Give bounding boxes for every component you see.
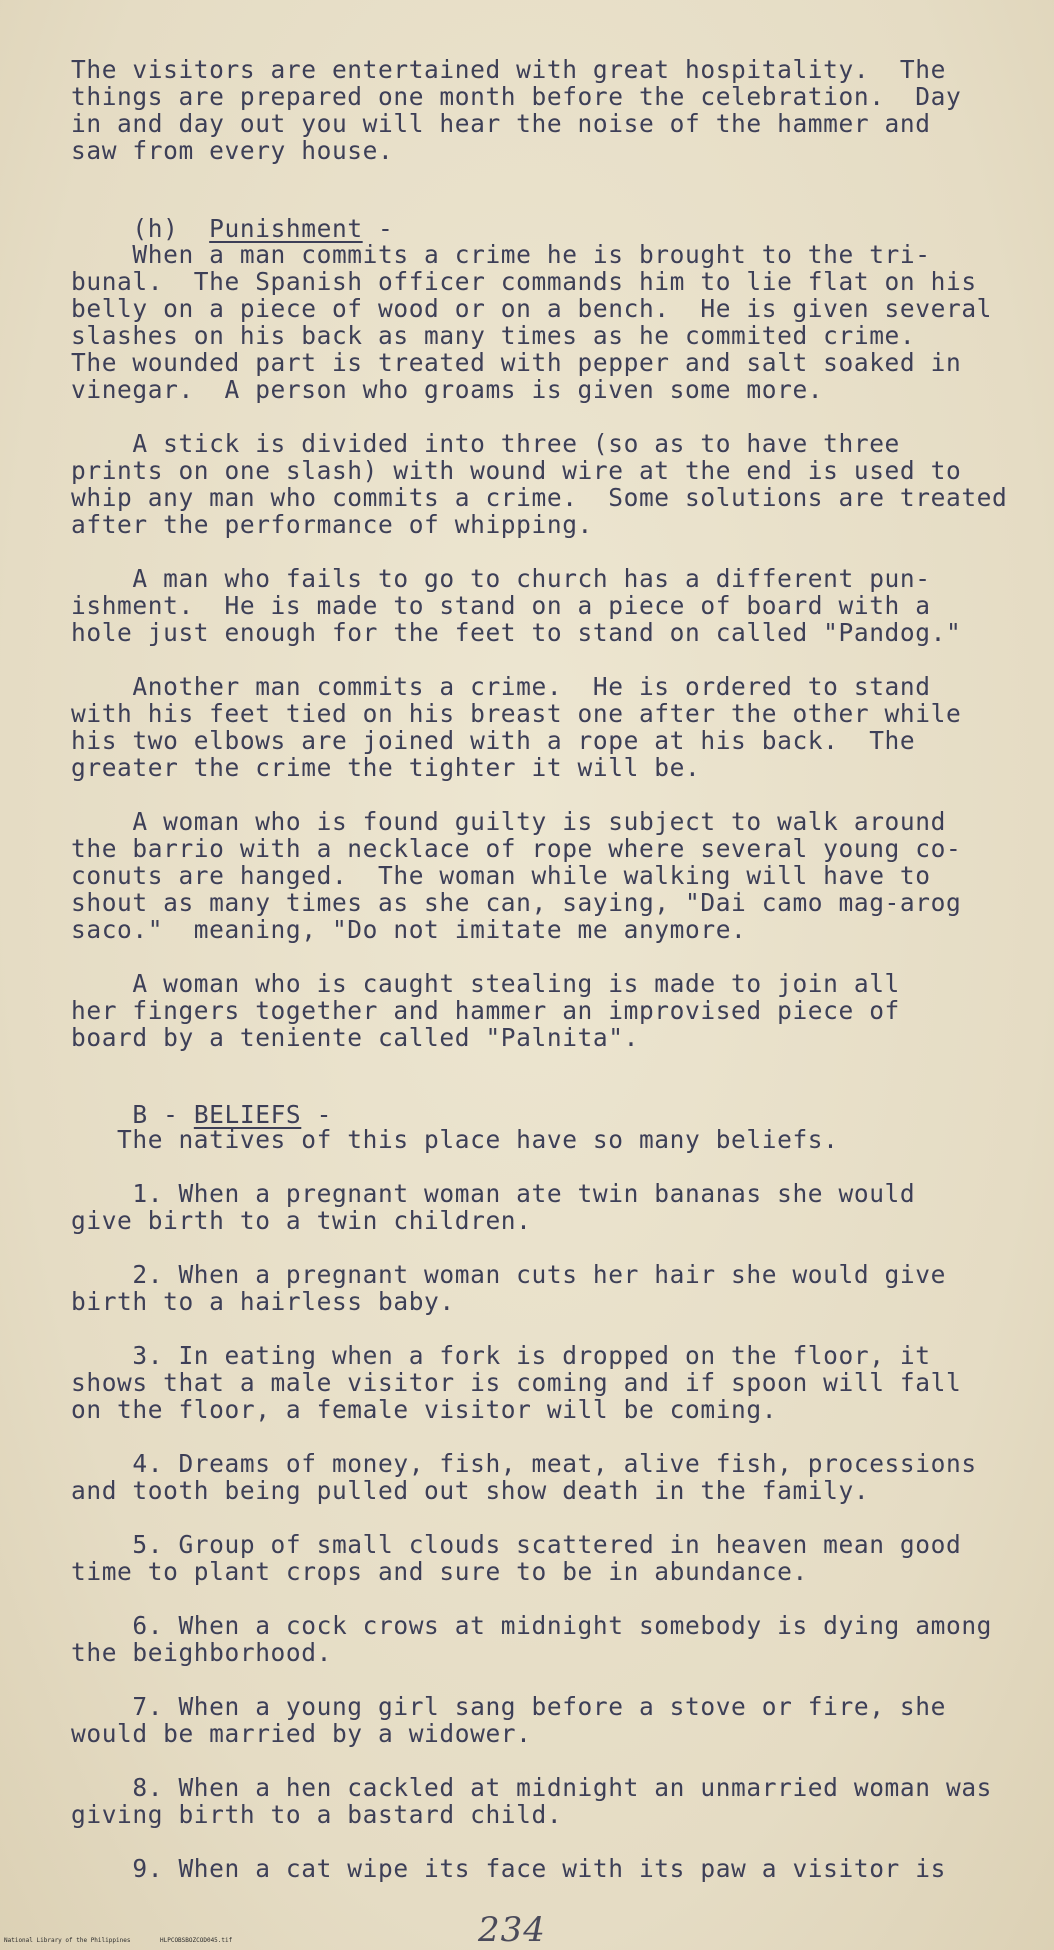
punishment-line: greater the crime the tighter it will be.	[71, 753, 701, 782]
belief-line: birth to a hairless baby.	[71, 1287, 455, 1316]
punishment-line: When a man commits a crime he is brought to the tri-	[71, 240, 931, 269]
belief-line: 2. When a pregnant woman cuts her hair she would give	[71, 1260, 946, 1289]
section-b-title: BELIEFS	[193, 1100, 302, 1129]
belief-line: 3. In eating when a fork is dropped on the floor, it	[71, 1341, 931, 1370]
beliefs-intro: The natives of this place have so many beliefs.	[71, 1125, 839, 1154]
belief-line: and tooth being pulled out show death in the family.	[71, 1476, 870, 1505]
punishment-line: hole just enough for the feet to stand on called "Pandog."	[71, 618, 962, 647]
belief-line: give birth to a twin children.	[71, 1206, 532, 1235]
belief-line: 9. When a cat wipe its face with its paw a visitor is	[71, 1854, 946, 1883]
footer-file: HLPCOBSBOZCOD045.tif	[160, 1937, 233, 1944]
punishment-line: her fingers together and hammer an improvised piece of	[71, 996, 900, 1025]
belief-line: time to plant crops and sure to be in abundance.	[71, 1557, 808, 1586]
punishment-line: belly on a piece of wood or on a bench. He is given several	[71, 294, 993, 323]
section-b-marker: B -	[132, 1100, 179, 1129]
belief-line: giving birth to a bastard child.	[71, 1800, 563, 1829]
intro-line: saw from every house.	[71, 136, 394, 165]
section-h-marker: (h)	[132, 214, 179, 243]
punishment-line: saco." meaning, "Do not imitate me anymore.	[71, 915, 747, 944]
punishment-line: The wounded part is treated with pepper and salt soaked in	[71, 348, 962, 377]
intro-line: in and day out you will hear the noise of the hammer and	[71, 109, 931, 138]
punishment-line: slashes on his back as many times as he commited crime.	[71, 321, 916, 350]
punishment-line: whip any man who commits a crime. Some solutions are treated	[71, 483, 1008, 512]
punishment-line: A woman who is found guilty is subject to walk around	[71, 807, 946, 836]
punishment-line: ishment. He is made to stand on a piece of board with a	[71, 591, 931, 620]
punishment-line: Another man commits a crime. He is ordered to stand	[71, 672, 931, 701]
punishment-line: A man who fails to go to church has a different pun-	[71, 564, 931, 593]
punishment-line: A woman who is caught stealing is made to join all	[71, 969, 900, 998]
punishment-line: vinegar. A person who groams is given some more.	[71, 375, 824, 404]
belief-line: 7. When a young girl sang before a stove or fire, she	[71, 1692, 946, 1721]
belief-line: 4. Dreams of money, fish, meat, alive fish, processions	[71, 1449, 977, 1478]
punishment-line: A stick is divided into three (so as to have three	[71, 429, 900, 458]
punishment-line: prints on one slash) with wound wire at the end is used to	[71, 456, 962, 485]
punishment-line: after the performance of whipping.	[71, 510, 593, 539]
section-b-dash: -	[316, 1100, 332, 1129]
belief-line: 5. Group of small clouds scattered in heaven mean good	[71, 1530, 962, 1559]
punishment-line: conuts are hanged. The woman while walking will have to	[71, 861, 931, 890]
punishment-line: bunal. The Spanish officer commands him to lie flat on his	[71, 267, 977, 296]
intro-line: things are prepared one month before the celebration. Day	[71, 82, 962, 111]
punishment-line: with his feet tied on his breast one after the other while	[71, 699, 962, 728]
belief-line: the beighborhood.	[71, 1638, 332, 1667]
belief-line: on the floor, a female visitor will be coming.	[71, 1395, 778, 1424]
belief-line: would be married by a widower.	[71, 1719, 532, 1748]
punishment-line: the barrio with a necklace of rope where several young co-	[71, 834, 962, 863]
footer-library: National Library of the Philippines	[4, 1937, 131, 1944]
section-h-dash: -	[378, 214, 394, 243]
section-h-title: Punishment	[209, 214, 363, 243]
belief-line: shows that a male visitor is coming and if spoon will fall	[71, 1368, 962, 1397]
intro-line: The visitors are entertained with great hospitality. The	[71, 55, 946, 84]
punishment-line: shout as many times as she can, saying, "Dai camo mag-arog	[71, 888, 962, 917]
punishment-line: board by a teniente called "Palnita".	[71, 1023, 639, 1052]
belief-line: 8. When a hen cackled at midnight an unmarried woman was	[71, 1773, 993, 1802]
page-number: 234	[478, 1910, 546, 1950]
punishment-line: his two elbows are joined with a rope at his back. The	[71, 726, 916, 755]
belief-line: 6. When a cock crows at midnight somebody is dying among	[71, 1611, 993, 1640]
belief-line: 1. When a pregnant woman ate twin bananas she would	[71, 1179, 916, 1208]
